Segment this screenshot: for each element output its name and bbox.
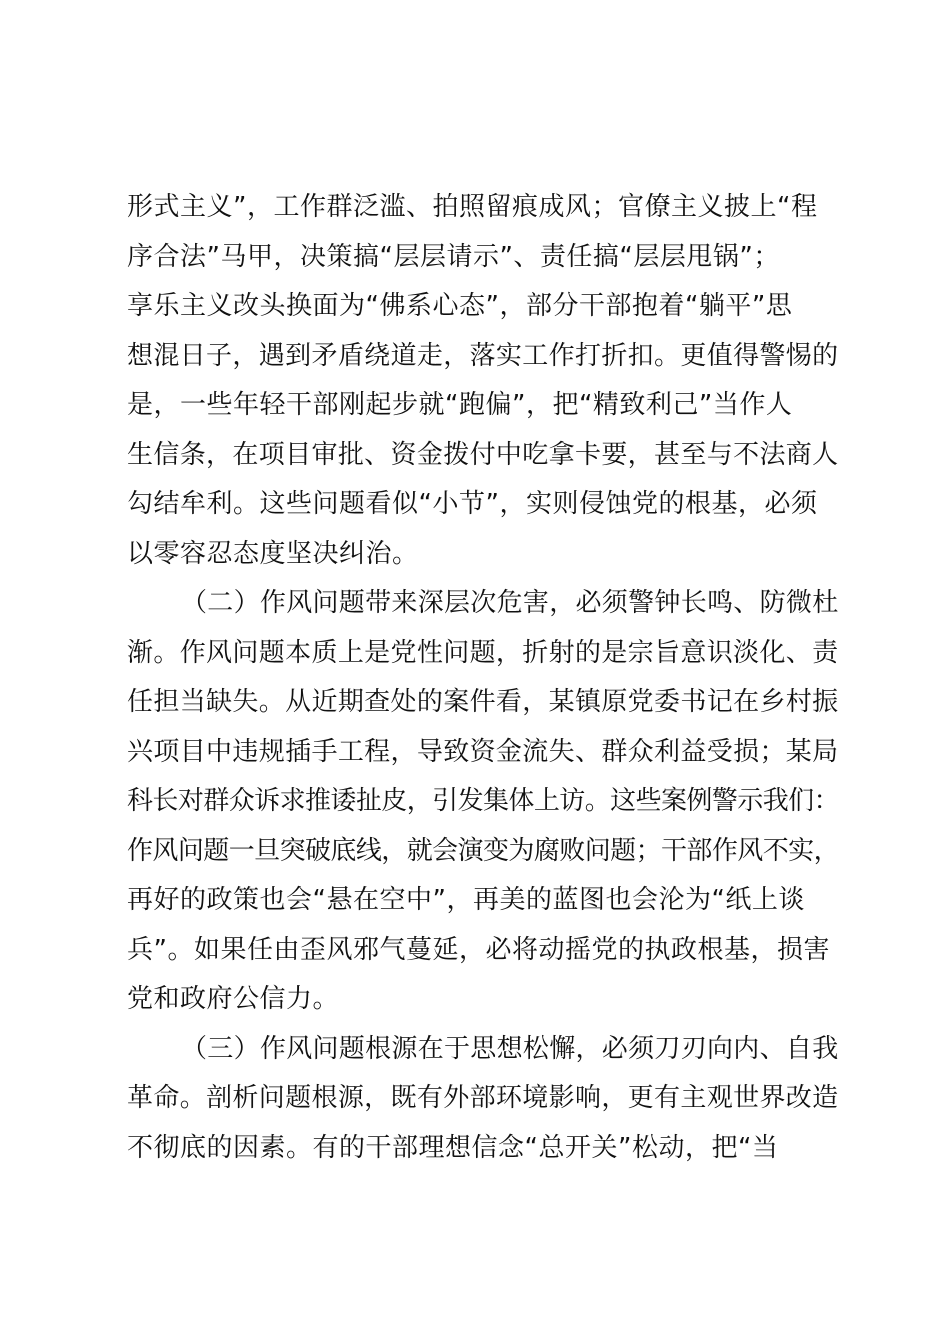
text-line: 作风问题一旦突破底线，就会演变为腐败问题；干部作风不实， [127, 835, 840, 866]
text-line: 形式主义”，工作群泛滥、拍照留痕成风；官僚主义披上“程 [127, 192, 818, 222]
text-line: 勾结牟利。这些问题看似“小节”，实则侵蚀党的根基，必须 [127, 489, 818, 519]
text-line: 是，一些年轻干部刚起步就“跑偏”，把“精致利己”当作人 [127, 390, 793, 420]
text-line: 革命。剖析问题根源，既有外部环境影响，更有主观世界改造 [127, 1083, 839, 1113]
text-line: 享乐主义改头换面为“佛系心态”，部分干部抱着“躺平”思 [127, 291, 793, 321]
text-line: 任担当缺失。从近期查处的案件看，某镇原党委书记在乡村振 [127, 687, 839, 717]
text-line: 兴项目中违规插手工程，导致资金流失、群众利益受损；某局 [127, 736, 839, 767]
text-line: 生信条，在项目审批、资金拨付中吃拿卡要，甚至与不法商人 [127, 439, 839, 470]
text-line: 不彻底的因素。有的干部理想信念“总开关”松动，把“当 [127, 1132, 779, 1163]
text-line: 科长对群众诉求推诿扯皮，引发集体上访。这些案例警示我们： [127, 786, 840, 816]
section-heading-line: （二）作风问题带来深层次危害，必须警钟长鸣、防微杜 [181, 588, 839, 618]
text-line: 以零容忍态度坚决纠治。 [127, 538, 419, 569]
section-heading-line: （三）作风问题根源在于思想松懈，必须刀刃向内、自我 [181, 1033, 839, 1064]
text-line: 渐。作风问题本质上是党性问题，折射的是宗旨意识淡化、责 [127, 637, 839, 668]
text-line: 再好的政策也会“悬在空中”，再美的蓝图也会沦为“纸上谈 [127, 885, 805, 915]
text-line: 序合法”马甲，决策搞“层层请示”、责任搞“层层甩锅”； [127, 241, 780, 272]
text-line: 兵”。如果任由歪风邪气蔓延，必将动摇党的执政根基，损害 [127, 934, 830, 965]
body-text [127, 183, 840, 1173]
text-line: 想混日子，遇到矛盾绕道走，落实工作打折扣。更值得警惕的 [127, 340, 839, 371]
text-line: 党和政府公信力。 [127, 984, 340, 1014]
